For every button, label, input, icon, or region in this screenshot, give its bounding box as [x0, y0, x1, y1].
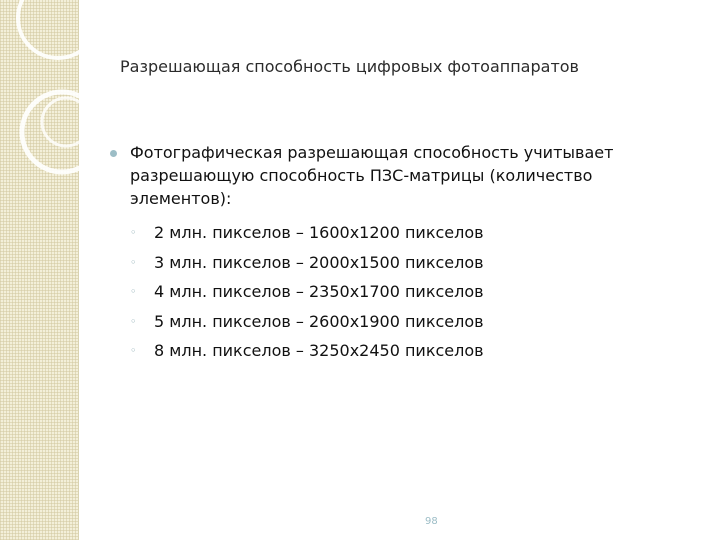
list-item — [130, 277, 668, 307]
round-bullet-icon — [110, 150, 117, 157]
list-item-text: 4 млн. пикселов – 2350х1700 пикселов — [154, 282, 484, 301]
list-item — [130, 218, 668, 248]
hollow-bullet-icon: ◦ — [130, 226, 137, 239]
list-item-text: 8 млн. пикселов – 3250х2450 пикселов — [154, 341, 484, 360]
main-bullet-text: Фотографическая разрешающая способность учитывает разрешающую способность ПЗС-матрицы (количество элементов): — [130, 143, 614, 208]
main-bullet — [108, 141, 668, 210]
decorative-circles-icon — [0, 0, 90, 200]
hollow-bullet-icon: ◦ — [130, 314, 137, 328]
resolution-list — [108, 218, 668, 366]
list-item — [130, 336, 668, 366]
page-number: 98 — [425, 516, 438, 527]
list-item — [130, 307, 668, 337]
list-item — [130, 248, 668, 278]
hollow-bullet-icon: ◦ — [130, 285, 137, 298]
hollow-bullet-icon: ◦ — [130, 344, 137, 357]
list-item-text: 5 млн. пикселов – 2600х1900 пикселов — [154, 311, 484, 331]
slide-content — [108, 141, 668, 366]
hollow-bullet-icon: ◦ — [130, 255, 137, 269]
list-item-text: 3 млн. пикселов – 2000х1500 пикселов — [154, 252, 484, 272]
slide-title: Разрешающая способность цифровых фотоаппаратов — [120, 57, 579, 76]
list-item-text: 2 млн. пикселов – 1600х1200 пикселов — [154, 223, 484, 242]
